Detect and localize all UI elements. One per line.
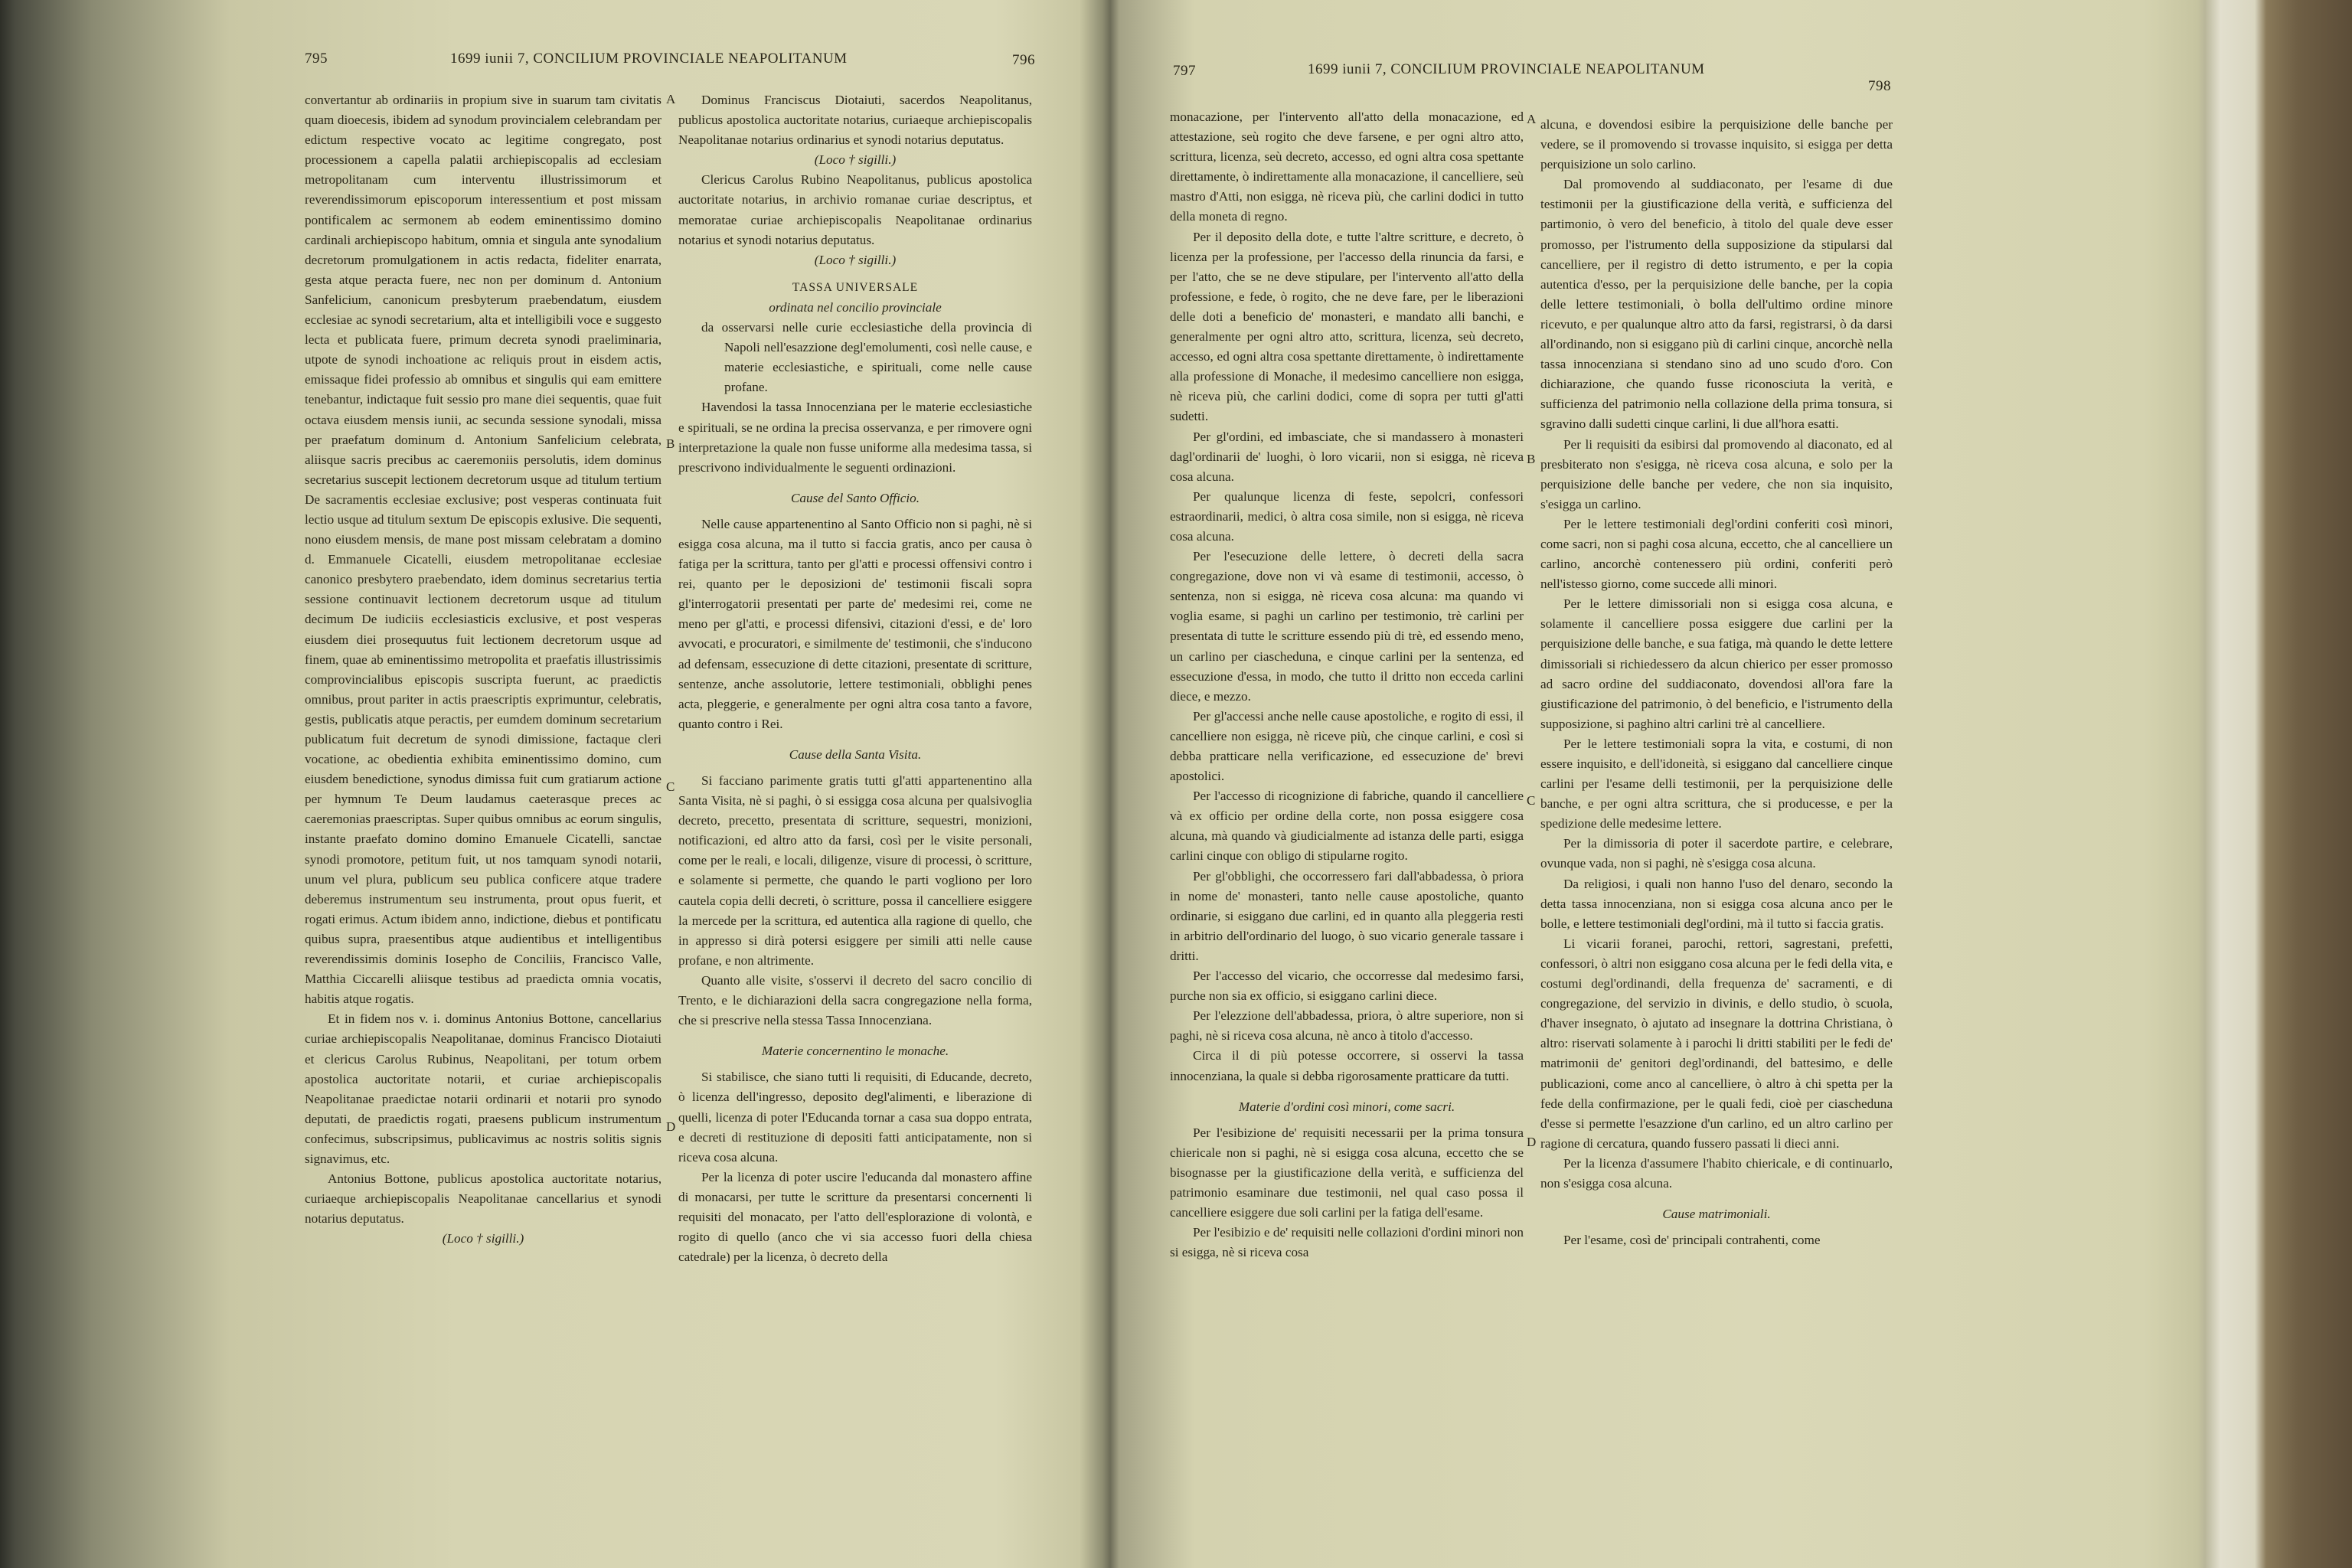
left-column-1: [305, 90, 662, 1249]
right-running-title: 1699 iunii 7, CONCILIUM PROVINCIALE NEAPOLITANUM: [1308, 61, 1705, 77]
subheading: Cause della Santa Visita.: [789, 746, 922, 762]
paragraph: Per li requisiti da esibirsi dal promovendo al diaconato, ed al presbiterato non s'esigga, nè riceva cosa alcuna, e solo per la perquisizione delle banche per vedere, che non sia inquisito, s'esigga un carlino.: [1540, 436, 1893, 511]
paragraph: monacazione, per l'intervento all'atto della monacazione, ed attestazione, seù rogito che deve farsene, e per ogni altro atto, scrittura, licenza, seù decreto, accesso, ed ogni altra cosa spettante direttamente, ò indirettamente alla monacazione, il cancelliere, seù mastro d'Atti, non esigga, nè riceva più, che carlini dodici in tutto della moneta di regno.: [1170, 109, 1524, 224]
paragraph: Nelle cause appartenentino al Santo Officio non si paghi, nè si esigga cosa alcuna, ma il tutto si faccia gratis, anco per causa ò fatiga per la scrittura, tanto per gl'atti e processi offensivi contro i rei, quanto per le deposizioni de' testimonii fiscali sopra gl'interrogatorii presentati per parte de' medesimi rei, come ne meno per gl'atti, e processi difensivi, citazioni d'essi, e de' loro avvocati, e procuratori, e similmente de' testimonii, che s'inducono ad defensam, essecuzione di dette citazioni, presentate di scritture, sentenze, anche assolutorie, lettere testimoniali, obblighi penes acta, pleggerie, e generalmente per ogni altra cosa tanto a favore, quanto contro i Rei.: [678, 516, 1032, 731]
paragraph: Per gl'ordini, ed imbasciate, che si mandassero à monasteri dagl'ordinarii de' luoghi, ò loro vicarii, non si esigga, nè riceva cosa alcuna.: [1170, 429, 1524, 484]
margin-letter-a: A: [666, 92, 676, 106]
paragraph: Per la dimissoria di poter il sacerdote partire, e celebrare, ovunque vada, non si paghi, nè s'esigga cosa alcuna.: [1540, 836, 1893, 871]
right-page-number: 797: [1173, 63, 1196, 79]
paragraph: Per l'esibizione de' requisiti necessarii per la prima tonsura chiericale non si paghi, nè si esigga cosa alcuna, eccetto che se bisognasse per la giustificazione della verità, e sufficienza del patrimonio esaminare due testimonii, nel qual caso possa il cancelliere esiggere due soli carlini per la fatiga dell'esame.: [1170, 1125, 1524, 1220]
margin-letter-d: D: [1527, 1135, 1537, 1149]
paragraph: Havendosi la tassa Innocenziana per le materie ecclesiastiche e spirituali, se ne ordina la precisa osservanza, e per rimovere ogni interpretazione la quale non fusse uniforme alla medesima tassa, si prescrivono individualmente le seguenti ordinazioni.: [678, 400, 1032, 475]
paragraph: convertantur ab ordinariis in propium sive in suarum tam civitatis quam dioecesis, ibidem ad synodum provincialem celebrandam per edictum respective vocato ac legitime congregato, post processionem a capella palatii archiepiscopalis ad ecclesiam metropolitanam cum interventu illustrissimorum et reverendissimorum episcoporum interessentium et post missam pontificalem ac sermonem ab eodem eminentissimo domino cardinali archiepiscopo habitum, omnia et singula ante synodalium decretorum promulgationem in actis redacta, fideliter enarrata, gesta atque peracta fuere, nec non per dominum d. Antonium Sanfelicium, canonicum presbyterum praebendatum, eiusdem ecclesiae ac synodi secretarium, alta et intelligibili voce e suggesto lecta et publicata fuere, primum decreta synodi praeliminaria, utpote de synodi inchoatione ac reliquis prout in eisdem actis, emissaque fidei professio ab omnibus et singulis qui eam emittere tenebantur, indictaque fuit sessio pro mane diei sequentis, quae fuit octava eiusdem mensis iunii, ac secunda sessione synodali, missa per praefatum dominum d. Antonium Sanfelicium celebrata, aliisque sacris precibus ac caeremoniis persolutis, idem dominus secretarius suscepit lectionem decretorum usque ad titulum tertium De sacramentis ecclesiae exclusive; post vesperas continuata fuit lectio usque ad titulum sextum De episcopis exlusive. Die sequenti, nono eiusdem mensis, de mane post missam celebratam a domino d. Emmanuele Cicatelli, eiusdem metropolitanae ecclesiae canonico presbytero praebendato, idem dominus secretarius tertia sessione continuavit lectionem decretorum usque ad titulum decimum De iudiciis ecclesiasticis exclusive, et post vesperas eiusdem diei prosequutus fuit lectionem decretorum usque ad finem, quae ab eminentissimo metropolita et praefatis illustrissimis comprovincialibus episcopis suscripta fuerunt, ac praedictis omnibus, prout pariter in actis praescriptis exprimuntur, celebratis, gestis, publicatis atque peractis, per eumdem dominum secretarium publicatum fuit decretum de synodi dimissione, factaque cleri vocatione, ac obedientia exhibita eminentissimo domino, cum eiusdem benedictione, synodus dimissa fuit cum gratiarum actione per hymnum Te Deum laudamus caeterasque preces ac caeremonias praescriptas. Super quibus omnibus ac eorum singulis, instante praefato domino domino Emanuele Cicatelli, sanctae synodi promotore, petitum fuit, ut nos tamquam synodi notarii, unum vel plura, publicum seu publica conficere atque tradere deberemus instrumentum seu instrumenta, prout opus fuerit, et rogati erimus. Actum ibidem anno, indictione, diebus et pontificatu quibus supra, praesentibus atque audientibus et intelligentibus reverendissimis dominis Iosepho de Conciliis, Francisco Valle, Matthia Ciccarelli aliisque testibus ad praedicta omnia vocatis, habitis atque rogatis.: [305, 93, 662, 1007]
paragraph: Per la licenza d'assumere l'habito chiericale, e di continuarlo, non s'esigga cosa alcuna.: [1540, 1155, 1893, 1191]
paragraph: Dominus Franciscus Diotaiuti, sacerdos Neapolitanus, publicus apostolica auctoritate notarius, curiaeque archiepiscopalis Neapolitanae notarius ordinarius et synodi notarius deputatus.: [678, 93, 1032, 148]
paragraph: Per l'esame, così de' principali contrahenti, come: [1563, 1233, 1821, 1248]
paragraph: Per l'esecuzione delle lettere, ò decreti della sacra congregazione, dove non vi và esame di testimonii, accesso, ò sentenza, non si esigga, nè riceva cosa alcuna: ma quando vi voglia esame, si paghi un carlino per testimonio, trè carlini per presentata di tutte le scritture essendo più di trè, ed essendo meno, un carlino per ciascheduna, e cinque carlini per la sentenza, ed essecuzione d'essa, in modo, che tutto il dritto non ecceda carlini diece, e mezzo.: [1170, 549, 1524, 704]
margin-letter-a: A: [1527, 112, 1537, 126]
left-page-number-2: 796: [1012, 52, 1035, 68]
paragraph: Per le lettere testimoniali sopra la vita, e costumi, di non essere inquisito, e dell'idoneità, si esiggano dal cancelliere cinque carlini per l'esame delli testimonii, per la perquisizione delle banche, e per ogni altra scrittura, che si producesse, e per la spedizione delle medesime lettere.: [1540, 736, 1893, 831]
margin-letter-c: C: [666, 779, 675, 794]
paragraph: Per il deposito della dote, e tutte l'altre scritture, e decreto, ò licenza per la professione, per l'accesso della rinuncia da farsi, e per l'atto, che se ne deve stipulare, per l'intervento all'atto della professione, e fede, ò rogito, che ne deve fare, per le liberazioni delle doti a beneficio de' monasteri, e mandato alli banchi, e generalmente per ogni altro atto, scrittura, licenza, seù decreto, accesso, ed ogni altra cosa spettante direttamente, ò indirettamente alla professione di Monache, il medesimo cancelliere non esigga, nè riceva più, che carlini dodici, come di sopra per tutti gl'atti sudetti.: [1170, 229, 1524, 424]
right-column-1: [1170, 107, 1524, 1263]
paragraph: Per l'esibizio e de' requisiti nelle collazioni d'ordini minori non si esigga, nè si riceva cosa: [1170, 1225, 1524, 1260]
paragraph: Si stabilisce, che siano tutti li requisiti, di Educande, decreto, ò licenza dell'ingresso, deposito degl'alimenti, e liberazione di quelli, licenza di poter l'Educanda tornar a casa sua doppo entrata, e decreti di restituzione di depositi fatti anticipatamente, non si riceva cosa alcuna.: [678, 1070, 1032, 1165]
margin-letter-d: D: [666, 1119, 676, 1134]
seal-note: (Loco † sigilli.): [814, 252, 897, 267]
seal-note: (Loco † sigilli.): [442, 1231, 524, 1246]
section-subtitle: ordinata nel concilio provinciale: [769, 299, 942, 315]
paragraph: Per gl'obblighi, che occorressero fari dall'abbadessa, ò priora in nome de' monasteri, tanto nelle cause apostoliche, quanto ordinarie, si esiggano due carlini, ed in quanto alla pleggeria resti in arbitrio dell'ordinario del luogo, ò suo vicario generale tassare i dritti.: [1170, 868, 1524, 963]
paragraph: Per gl'accessi anche nelle cause apostoliche, e rogito di essi, il cancelliere non esigga, nè riceve più, che cinque carlini, e così si debba pratticare nella verificazione, ed essecuzione de' brevi apostolici.: [1170, 708, 1524, 784]
paragraph: alcuna, e dovendosi esibire la perquisizione delle banche per vedere, se il promovendo si trovasse inquisito, si esigga per detta perquisizione un solo carlino.: [1540, 117, 1893, 172]
left-column-2: [678, 90, 1032, 1267]
left-running-title: 1699 iunii 7, CONCILIUM PROVINCIALE NEAPOLITANUM: [450, 51, 848, 67]
margin-letter-b: B: [1527, 452, 1536, 466]
right-column-2: [1540, 115, 1893, 1250]
paragraph: Si facciano parimente gratis tutti gl'atti appartenentino alla Santa Visita, nè si paghi, ò si essigga cosa alcuna per qualsivoglia decreto, precetto, presentata di scritture, sequestri, monizioni, notificazioni, ed altro atto da farsi, così per le visite personali, come per le reali, e locali, diligenze, visure di processi, ò scritture, e solamente si permette, che quando le parti vogliono per loro cautela copia delli decreti, ò scritture, possa il cancelliere esiggere la mercede per la scrittura, ed autentica alla ragione di quello, che in appresso si dirà potersi esiggere per simili atti nelle cause profane, e non altrimente.: [678, 773, 1032, 968]
seal-note: (Loco † sigilli.): [814, 152, 897, 168]
subheading: Cause del Santo Officio.: [790, 490, 920, 505]
paragraph: Per l'accesso di ricognizione di fabriche, quando il cancelliere và ex officio per ordine della corte, non possa esiggere cosa alcuna, mà quando và giudicialmente ad istanza delle parti, esigga carlini cinque con obligo di stipularne rogito.: [1170, 789, 1524, 864]
paragraph: Dal promovendo al suddiaconato, per l'esame di due testimonii per la giustificazione della verità, e sufficienza del partimonio, ò vero del beneficio, à titolo del quale deve esser promosso, per l'istrumento della supposizione da stipularsi dal cancelliere, per il registro di detto istrumento, e per la copia autentica d'esso, per la perquisizione delle banche, per la copia delle lettere testimoniali, ò bolla dell'ultimo ordine minore ricevuto, e per qualunque altro atto da farsi, registrarsi, ò da darsi all'ordinando, non si esiggano più di carlini cinque, ancorchè nella tassa innocenziana si stendano sino ad uno scudo d'oro. Con dichiarazione, che quando fusse riconosciuta la verità, e sufficienza del patrimonio nella collazione della prima tonsura, si sgravino dalli sudetti cinque carlini, li due all'hora esatti.: [1540, 177, 1893, 432]
subheading: Cause matrimoniali.: [1662, 1207, 1771, 1222]
paragraph: Circa il di più potesse occorrere, si osservi la tassa innocenziana, la quale si debba rigorosamente pratticare da tutti.: [1170, 1048, 1524, 1083]
paragraph: Per la licenza di poter uscire l'educanda dal monastero affine di monacarsi, per tutte le scritture da presentarsi concernenti li requisiti del monacato, per l'atto dell'esplorazione di volontà, e rogito di quello (anco che vi sia accesso fuori della chiesa catedrale) per la licenza, ò decreto della: [678, 1169, 1032, 1265]
left-page-number: 795: [305, 51, 328, 67]
paragraph: Per qualunque licenza di feste, sepolcri, confessori estraordinarii, medici, ò altra cosa simile, non si esigga, nè riceva cosa alcuna.: [1170, 488, 1524, 544]
margin-letter-c: C: [1527, 793, 1536, 808]
paragraph: Li vicarii foranei, parochi, rettori, sagrestani, prefetti, confessori, ò altri non esiggano cosa alcuna per le fedi della vita, e costumi degl'ordinandi, della frequenza de' sacramenti, e di congregazione, del servizio in divinis, e dello studio, ò scuola, d'haver insegnato, ò ajutato ad insegnare la dottrina Christiana, ò altro: riservati solamente à i parochi li dritti stabiliti per le fedi de' matrimonii de' genitori degl'ordinandi, del battesimo, e delle publicazioni, come anco al cancelliere, ò altro à chi spetta per la fede della confirmazione, per le quali fedi, cioè per ciascheduna d'esse si permette l'esazzione d'un carlino, ed un altro carlino per ragione di cercatura, quando fussero passati li dieci anni.: [1540, 936, 1893, 1151]
right-page-number-2: 798: [1868, 78, 1891, 94]
paragraph: Antonius Bottone, publicus apostolica auctoritate notarius, curiaeque archiepiscopalis Neapolitanae cancellarius et synodi notarius deputatus.: [305, 1171, 662, 1227]
paragraph: Clericus Carolus Rubino Neapolitanus, publicus apostolica auctoritate notarius, in archivio romanae curiae descriptus, et memoratae curiae archiepiscopalis Neapolitanae ordinarius notarius et synodi notarius deputatus.: [678, 172, 1032, 247]
section-title: TASSA UNIVERSALE: [792, 280, 919, 294]
paragraph: da osservarsi nelle curie ecclesiastiche della provincia di Napoli nell'esazzione degl'emolumenti, così nelle cause, e materie ecclesiastiche, e spirituali, come nelle cause profane.: [701, 320, 1032, 395]
paragraph: Per le lettere dimissoriali non si esigga cosa alcuna, e solamente il cancelliere possa esiggere due carlini per la perquisizione delle banche, e sua fatiga, mà quando le dette lettere dimissoriali si richiedessero da alcun chierico per esser promosso ad sacro ordine del suddiaconato, dovendosi all'ora fare la giustificazione del patrimonio, ò del beneficio, e l'istrumento della supposizione, si paghino altri carlini trè al cancelliere.: [1540, 596, 1893, 731]
paragraph: Et in fidem nos v. i. dominus Antonius Bottone, cancellarius curiae archiepiscopalis Neapolitanae, dominus Francisco Diotaiuti et clericus Carolus Rubinus, Neapolitani, per totum orbem apostolica auctoritate notarii, et curiae archiepiscopalis Neapolitanae praedictae notarii ordinarii et notarii pro synodo deputati, de praedictis rogati, praesens publicum instrumentum confecimus, subscripsimus, publicavimus ac nostris solitis signis signavimus, etc.: [305, 1011, 662, 1166]
paragraph: Per le lettere testimoniali degl'ordini conferiti così minori, come sacri, non si paghi cosa alcuna, eccetto, che al cancelliere un carlino, ancorchè contenessero più ordini, conferiti però nell'istesso giorno, come succede alli minori.: [1540, 516, 1893, 592]
paragraph: Da religiosi, i quali non hanno l'uso del denaro, secondo la detta tassa innocenziana, non si esigga cosa alcuna anco per le bolle, e lettere testimoniali degl'ordini, mà il tutto si faccia gratis.: [1540, 876, 1893, 931]
subheading: Materie concernentino le monache.: [761, 1044, 949, 1059]
subheading: Materie d'ordini così minori, come sacri.: [1238, 1099, 1455, 1114]
paragraph: Per l'elezzione dell'abbadessa, priora, ò altre superiore, non si paghi, nè si riceva cosa alcuna, nè anco à titolo d'accesso.: [1170, 1008, 1524, 1044]
margin-letter-b: B: [666, 436, 675, 451]
paragraph: Quanto alle visite, s'osservi il decreto del sacro concilio di Trento, e le dichiarazioni della sacra congregazione nella forma, che si prescrive nella stessa Tassa Innocenziana.: [678, 972, 1032, 1028]
paragraph: Per l'accesso del vicario, che occorresse dal medesimo farsi, purche non sia ex officio, si esiggano carlini diece.: [1170, 969, 1524, 1004]
